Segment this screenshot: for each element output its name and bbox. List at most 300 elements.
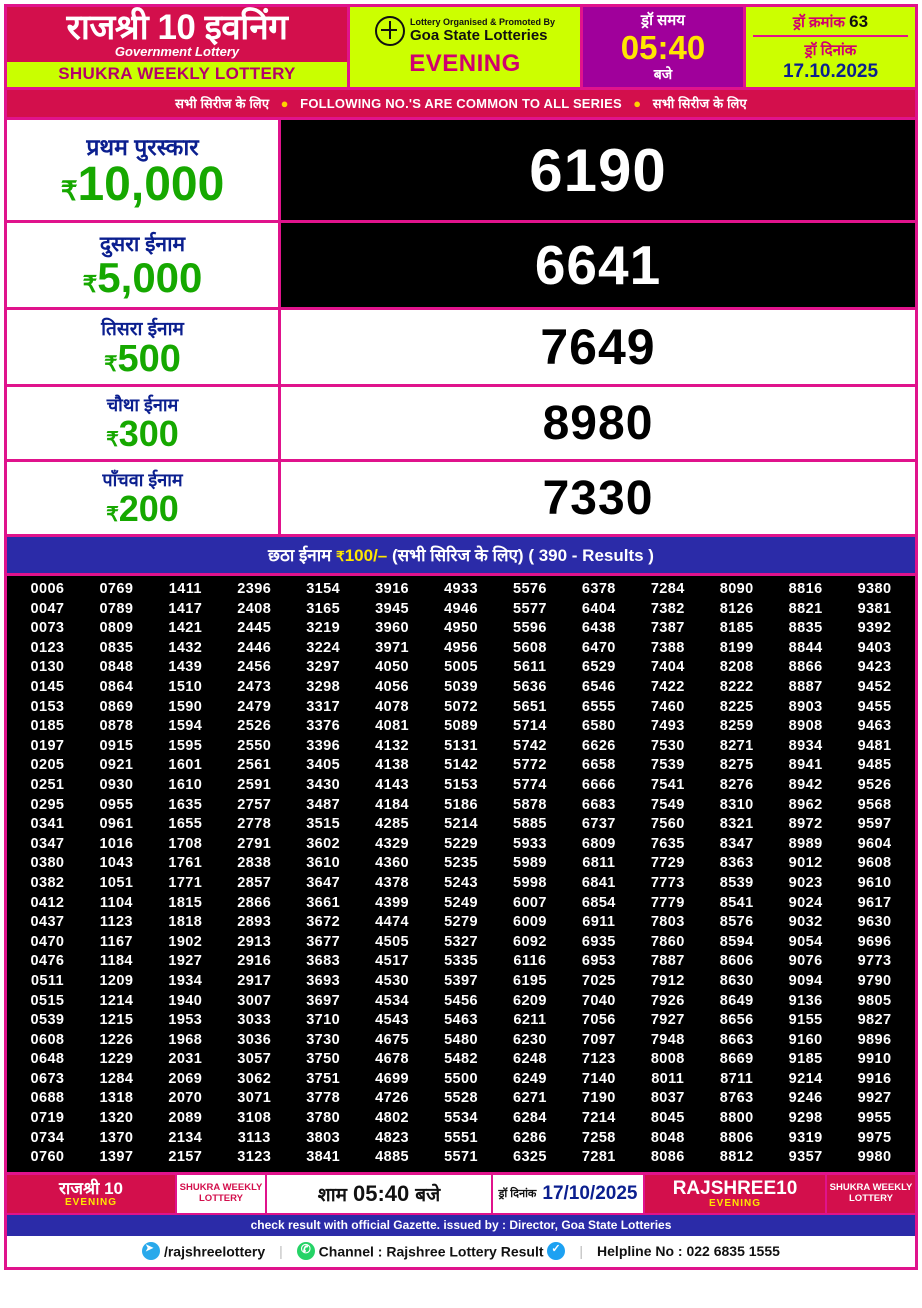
header-brand: [7, 7, 347, 87]
number-cell: 9463: [857, 718, 892, 735]
number-cell: 9896: [857, 1031, 892, 1048]
number-cell: 8275: [719, 757, 754, 774]
number-cell: 9455: [857, 698, 892, 715]
number-cell: 0197: [30, 737, 65, 754]
number-cell: 0130: [30, 659, 65, 676]
footer-brand-right: [645, 1175, 825, 1213]
number-cell: 6325: [512, 1149, 547, 1166]
number-cell: 7422: [650, 679, 685, 696]
number-cell: 1934: [168, 972, 203, 989]
number-cell: 7025: [581, 972, 616, 989]
number-cell: 9526: [857, 776, 892, 793]
number-cell: 4802: [375, 1110, 409, 1127]
number-cell: 1370: [99, 1129, 134, 1146]
number-cell: 1432: [168, 639, 203, 656]
number-cell: 7539: [650, 757, 685, 774]
number-cell: 0123: [30, 639, 65, 656]
number-cell: 5651: [512, 698, 547, 715]
number-cell: 6935: [581, 933, 616, 950]
lottery-banner: SHUKRA WEEKLY LOTTERY: [7, 62, 347, 87]
number-cell: 5229: [444, 835, 478, 852]
number-cell: 4534: [375, 992, 409, 1009]
number-cell: 7040: [581, 992, 616, 1009]
number-cell: 6546: [581, 679, 616, 696]
draw-date-value: 17.10.2025: [782, 60, 879, 82]
number-cell: 9608: [857, 855, 892, 872]
number-cell: 1411: [168, 581, 202, 598]
number-cell: 2591: [237, 776, 272, 793]
number-cell: 8086: [650, 1149, 685, 1166]
number-cell: 9696: [857, 933, 892, 950]
bullet-icon-2: ●: [625, 96, 649, 112]
prize-number: 6190: [529, 136, 667, 204]
prize-number: 7649: [540, 319, 656, 376]
footer-brand-right-sub: EVENING: [708, 1197, 761, 1209]
number-cell: 3730: [306, 1031, 341, 1048]
rupee-icon: ₹: [60, 176, 78, 207]
number-cell: 3154: [306, 581, 341, 598]
number-cell: 5714: [512, 718, 547, 735]
number-cell: 9617: [857, 894, 892, 911]
number-cell: 9024: [788, 894, 823, 911]
number-cell: 5186: [444, 796, 478, 813]
number-cell: 1635: [168, 796, 203, 813]
footer-time-value: 05:40: [352, 1180, 410, 1206]
number-cell: 5142: [444, 757, 478, 774]
prize-number-cell-second: [281, 223, 915, 307]
number-cell: 7773: [650, 874, 685, 891]
number-cell: 9568: [857, 796, 892, 813]
number-cell: 7493: [650, 718, 685, 735]
number-cell: 9827: [857, 1012, 892, 1029]
number-cell: 1318: [99, 1090, 134, 1107]
number-cell: 3960: [375, 620, 409, 637]
number-cell: 8271: [719, 737, 754, 754]
sixth-prize-amount: [336, 546, 387, 565]
number-cell: 8037: [650, 1090, 685, 1107]
number-cell: 7190: [581, 1090, 616, 1107]
number-row: [13, 913, 909, 933]
number-cell: 0251: [30, 776, 65, 793]
number-cell: 0789: [99, 600, 134, 617]
number-cell: 9357: [788, 1149, 823, 1166]
number-cell: 3677: [306, 933, 341, 950]
number-cell: 7635: [650, 835, 685, 852]
draw-date-label: ड्रॉ दिनांक: [804, 41, 857, 59]
number-cell: 0760: [30, 1149, 65, 1166]
number-cell: 5576: [512, 581, 547, 598]
number-cell: 3376: [306, 718, 341, 735]
number-cell: 0205: [30, 757, 65, 774]
number-cell: 1421: [168, 620, 203, 637]
number-cell: 6555: [581, 698, 616, 715]
number-cell: 6195: [512, 972, 547, 989]
number-cell: 5463: [444, 1012, 478, 1029]
number-cell: 9916: [857, 1070, 892, 1087]
number-cell: 6911: [582, 914, 616, 931]
number-cell: 9980: [857, 1149, 892, 1166]
number-cell: 0955: [99, 796, 134, 813]
number-row: [13, 639, 909, 659]
number-cell: 5335: [444, 953, 478, 970]
number-cell: 1043: [99, 855, 134, 872]
number-cell: 5131: [444, 737, 478, 754]
number-cell: 6683: [581, 796, 616, 813]
number-cell: 9380: [857, 581, 892, 598]
number-cell: 3298: [306, 679, 341, 696]
number-row: [13, 580, 909, 600]
prize-name: चौथा ईनाम: [106, 394, 179, 415]
telegram-handle: /rajshreelottery: [163, 1243, 266, 1260]
helpline-number: Helpline No : 022 6835 1555: [597, 1243, 780, 1259]
number-cell: 5089: [444, 718, 478, 735]
number-cell: 2917: [237, 972, 272, 989]
number-cell: 5608: [512, 639, 547, 656]
number-cell: 0515: [30, 992, 65, 1009]
header-organiser: [347, 7, 583, 87]
number-cell: 7860: [650, 933, 685, 950]
number-cell: 9155: [788, 1012, 823, 1029]
number-cell: 0047: [30, 600, 65, 617]
prize-amount: [82, 254, 203, 302]
number-cell: 5571: [444, 1149, 478, 1166]
number-cell: 9076: [788, 953, 823, 970]
number-cell: 0961: [99, 816, 134, 833]
number-cell: 5989: [512, 855, 547, 872]
footer-badge-right: SHUKRA WEEKLY LOTTERY: [827, 1175, 915, 1213]
number-cell: 9790: [857, 972, 892, 989]
number-cell: 8606: [719, 953, 754, 970]
number-cell: 9805: [857, 992, 892, 1009]
number-table: [13, 580, 909, 1168]
number-cell: 8321: [719, 816, 754, 833]
number-cell: 6286: [512, 1129, 547, 1146]
number-cell: 9597: [857, 816, 892, 833]
number-cell: 4078: [375, 698, 409, 715]
draw-session: EVENING: [409, 50, 521, 78]
number-cell: 8711: [720, 1070, 754, 1087]
number-cell: 8259: [719, 718, 754, 735]
number-cell: 2157: [168, 1149, 203, 1166]
number-cell: 5636: [512, 679, 547, 696]
prize-number-cell-fifth: [281, 462, 915, 534]
number-cell: 1594: [168, 718, 203, 735]
number-cell: 1818: [168, 914, 203, 931]
number-cell: 8816: [788, 581, 823, 598]
number-cell: 9381: [857, 600, 892, 617]
number-cell: 1902: [168, 933, 203, 950]
number-cell: 7779: [650, 894, 685, 911]
number-cell: 3515: [306, 816, 341, 833]
number-cell: 3971: [375, 639, 409, 656]
number-cell: 1104: [99, 894, 133, 911]
number-cell: 4474: [375, 914, 409, 931]
number-cell: 3780: [306, 1110, 341, 1127]
number-cell: 4399: [375, 894, 409, 911]
number-cell: 8008: [650, 1051, 685, 1068]
number-row: [13, 1089, 909, 1109]
number-cell: 6854: [581, 894, 616, 911]
number-cell: 5072: [444, 698, 478, 715]
number-cell: 9955: [857, 1110, 892, 1127]
number-cell: 9246: [788, 1090, 823, 1107]
number-cell: 0006: [30, 581, 65, 598]
number-cell: 4946: [444, 600, 478, 617]
number-cell: 7214: [581, 1110, 616, 1127]
number-cell: 2791: [237, 835, 272, 852]
number-cell: 4956: [444, 639, 478, 656]
number-cell: 2479: [237, 698, 272, 715]
number-cell: 0380: [30, 855, 65, 872]
number-cell: 6248: [512, 1051, 547, 1068]
number-cell: 5577: [512, 600, 547, 617]
number-cell: 1215: [99, 1012, 134, 1029]
number-cell: 8011: [651, 1070, 685, 1087]
number-cell: 1214: [99, 992, 134, 1009]
number-cell: 9452: [857, 679, 892, 696]
number-cell: 0648: [30, 1051, 65, 1068]
number-cell: 8835: [788, 620, 823, 637]
number-cell: 6271: [512, 1090, 547, 1107]
number-cell: 9485: [857, 757, 892, 774]
number-cell: 9927: [857, 1090, 892, 1107]
number-cell: 8649: [719, 992, 754, 1009]
number-cell: 8908: [788, 718, 823, 735]
number-cell: 8669: [719, 1051, 754, 1068]
number-cell: 0153: [30, 698, 65, 715]
number-row: [13, 1109, 909, 1129]
number-cell: 6404: [581, 600, 616, 617]
number-cell: 9403: [857, 639, 892, 656]
prize-amount: [106, 412, 179, 454]
number-cell: 4360: [375, 855, 409, 872]
number-cell: 6737: [581, 816, 616, 833]
whatsapp-icon: [297, 1242, 315, 1260]
contact-bar: [7, 1236, 915, 1267]
number-cell: 0673: [30, 1070, 65, 1087]
prize-row-second: [7, 223, 915, 310]
draw-time-value: 05:40: [620, 29, 706, 67]
prize-label-second: [7, 223, 281, 307]
number-cell: 1417: [168, 600, 203, 617]
number-cell: 7284: [650, 581, 685, 598]
number-cell: 0864: [99, 679, 134, 696]
number-cell: 5249: [444, 894, 478, 911]
number-cell: 0539: [30, 1012, 65, 1029]
prize-name: प्रथम पुरस्कार: [86, 134, 199, 161]
number-cell: 9423: [857, 659, 892, 676]
number-cell: 8208: [719, 659, 754, 676]
number-cell: 3710: [306, 1012, 341, 1029]
number-cell: 3108: [237, 1110, 272, 1127]
number-cell: 5551: [444, 1129, 478, 1146]
number-cell: 1016: [99, 835, 134, 852]
number-cell: 3396: [306, 737, 341, 754]
number-cell: 0073: [30, 620, 65, 637]
number-cell: 3916: [375, 581, 409, 598]
number-cell: 2031: [168, 1051, 203, 1068]
footer-time-suffix: बजे: [415, 1184, 441, 1206]
footer-badge-left: SHUKRA WEEKLY LOTTERY: [177, 1175, 265, 1213]
prize-number-cell-fourth: [281, 387, 915, 459]
number-cell: 7388: [650, 639, 685, 656]
number-cell: 7729: [650, 855, 685, 872]
number-cell: 8942: [788, 776, 823, 793]
number-cell: 4950: [444, 620, 478, 637]
rupee-icon: ₹: [104, 353, 118, 376]
number-cell: 4285: [375, 816, 409, 833]
number-cell: 8090: [719, 581, 754, 598]
number-cell: 4517: [375, 953, 409, 970]
prize-number: 6641: [534, 234, 662, 297]
number-cell: 6378: [581, 581, 616, 598]
rupee-icon: ₹: [336, 549, 345, 565]
number-cell: 3487: [306, 796, 341, 813]
number-cell: 8663: [719, 1031, 754, 1048]
number-cell: 1123: [99, 914, 133, 931]
number-cell: 2070: [168, 1090, 203, 1107]
prize-name: पाँचवा ईनाम: [102, 469, 183, 490]
number-cell: 2857: [237, 874, 272, 891]
number-cell: 8630: [719, 972, 754, 989]
number-cell: 3602: [306, 835, 341, 852]
prize-row-fourth: [7, 387, 915, 462]
common-bar-center: FOLLOWING NO.'S ARE COMMON TO ALL SERIES: [300, 96, 622, 112]
number-cell: 2069: [168, 1070, 203, 1087]
number-cell: 0809: [99, 620, 134, 637]
number-cell: 6230: [512, 1031, 547, 1048]
number-cell: 9054: [788, 933, 823, 950]
telegram-link[interactable]: [142, 1242, 265, 1260]
number-cell: 3036: [237, 1031, 272, 1048]
number-cell: 3610: [306, 855, 341, 872]
number-cell: 3697: [306, 992, 341, 1009]
number-cell: 5456: [444, 992, 478, 1009]
number-cell: 7541: [650, 776, 685, 793]
number-cell: 1771: [168, 874, 203, 891]
number-cell: 8800: [719, 1110, 754, 1127]
number-cell: 4056: [375, 679, 409, 696]
prize-row-fifth: [7, 462, 915, 537]
number-cell: 4530: [375, 972, 409, 989]
number-cell: 2757: [237, 796, 272, 813]
number-cell: 0470: [30, 933, 65, 950]
number-cell: 0869: [99, 698, 134, 715]
telegram-icon: [142, 1242, 160, 1260]
number-cell: 3317: [306, 698, 341, 715]
number-cell: 1167: [99, 933, 133, 950]
number-cell: 2445: [237, 620, 272, 637]
prize-amount: [60, 158, 225, 212]
number-cell: 5480: [444, 1031, 478, 1048]
number-row: [13, 835, 909, 855]
number-cell: 9630: [857, 914, 892, 931]
number-cell: 5774: [512, 776, 547, 793]
number-cell: 8045: [650, 1110, 685, 1127]
number-cell: 5500: [444, 1070, 478, 1087]
number-cell: 5534: [444, 1110, 478, 1127]
number-cell: 5039: [444, 679, 478, 696]
number-cell: 0848: [99, 659, 134, 676]
number-cell: 8594: [719, 933, 754, 950]
prize-label-third: [7, 310, 281, 384]
footer-brand-right-title: RAJSHREE10: [672, 1177, 798, 1199]
number-cell: 3071: [237, 1090, 272, 1107]
prize-number: 7330: [542, 471, 654, 525]
common-series-bar: [7, 90, 915, 120]
sixth-prize-number-grid: [7, 576, 915, 1175]
number-cell: 0734: [30, 1129, 65, 1146]
prize-label-fourth: [7, 387, 281, 459]
number-cell: 1226: [99, 1031, 134, 1048]
lottery-result-sheet: [0, 4, 922, 1308]
footer-brand-left-title: राजश्री 10: [58, 1178, 124, 1198]
number-cell: 9481: [857, 737, 892, 754]
number-cell: 1595: [168, 737, 203, 754]
number-cell: 5397: [444, 972, 478, 989]
result-frame: [4, 4, 918, 1270]
number-cell: 2408: [237, 600, 272, 617]
rupee-icon: ₹: [82, 271, 98, 298]
number-cell: 8821: [788, 600, 823, 617]
footer-time-label: शाम: [317, 1184, 347, 1206]
number-cell: 8363: [719, 855, 754, 872]
number-cell: 3113: [237, 1129, 271, 1146]
number-cell: 9392: [857, 620, 892, 637]
number-cell: 3057: [237, 1051, 272, 1068]
common-bar-right: सभी सिरीज के लिए: [652, 96, 747, 112]
number-cell: 7097: [581, 1031, 616, 1048]
number-cell: 2396: [237, 581, 272, 598]
number-cell: 9032: [788, 914, 823, 931]
number-cell: 1209: [99, 972, 134, 989]
whatsapp-link[interactable]: [297, 1242, 566, 1260]
prize-amount-value: 5,000: [97, 254, 203, 302]
number-cell: 8185: [719, 620, 754, 637]
number-cell: 1590: [168, 698, 203, 715]
number-cell: 1761: [168, 855, 203, 872]
number-cell: 6438: [581, 620, 616, 637]
prize-row-first: [7, 120, 915, 223]
number-cell: 1320: [99, 1110, 134, 1127]
number-cell: 9319: [788, 1129, 823, 1146]
number-row: [13, 1070, 909, 1090]
number-cell: 5772: [512, 757, 547, 774]
number-cell: 9610: [857, 874, 892, 891]
number-cell: 3672: [306, 914, 341, 931]
number-cell: 1051: [99, 874, 134, 891]
prize-amount-value: 300: [118, 412, 179, 454]
number-cell: 2913: [237, 933, 272, 950]
number-cell: 1184: [99, 953, 133, 970]
number-cell: 6209: [512, 992, 547, 1009]
number-cell: 9773: [857, 953, 892, 970]
rupee-icon: ₹: [106, 428, 119, 451]
footer-strip: [7, 1175, 915, 1215]
prize-amount: [104, 338, 181, 380]
organiser-caption: Lottery Organised & Promoted By: [409, 17, 556, 28]
header: [7, 7, 915, 90]
number-cell: 6809: [581, 835, 616, 852]
number-cell: 1815: [168, 894, 203, 911]
number-cell: 0835: [99, 639, 134, 656]
number-cell: 7927: [650, 1012, 685, 1029]
number-cell: 3750: [306, 1051, 341, 1068]
number-cell: 8941: [788, 757, 823, 774]
footer-brand-left: [7, 1175, 175, 1213]
number-cell: 4081: [375, 718, 409, 735]
prize-name: तिसरा ईनाम: [101, 319, 184, 340]
